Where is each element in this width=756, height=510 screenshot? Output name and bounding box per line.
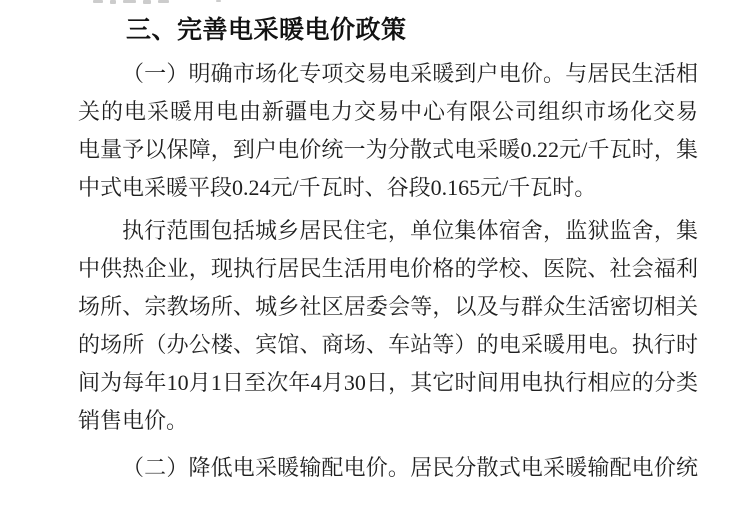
text-line: 的场所（办公楼、宾馆、商场、车站等）的电采暖用电。执行时: [78, 332, 698, 357]
text-line: 中供热企业，现执行居民生活用电价格的学校、医院、社会福利: [78, 256, 698, 281]
paragraph: [78, 449, 698, 487]
cut-off-text-fragment: [93, 0, 221, 5]
paragraph: [78, 55, 698, 207]
document-body: [78, 55, 698, 487]
text-line: （一）明确市场化专项交易电采暖到户电价。与居民生活相: [122, 61, 698, 86]
text-line: 间为每年10月1日至次年4月30日，其它时间用电执行相应的分类: [78, 370, 698, 395]
text-line: 关的电采暖用电由新疆电力交易中心有限公司组织市场化交易: [78, 99, 698, 124]
text-line: 销售电价。: [78, 408, 189, 433]
section-heading: 三、完善电采暖电价政策: [126, 16, 407, 44]
text-line: 执行范围包括城乡居民住宅，单位集体宿舍，监狱监舍，集: [122, 218, 698, 243]
paragraph: [78, 212, 698, 440]
text-line: 中式电采暖平段0.24元/千瓦时、谷段0.165元/千瓦时。: [78, 175, 597, 200]
text-line: 电量予以保障，到户电价统一为分散式电采暖0.22元/千瓦时，集: [78, 137, 698, 162]
text-line: （二）降低电采暖输配电价。居民分散式电采暖输配电价统: [122, 455, 698, 480]
text-line: 场所、宗教场所、城乡社区居委会等，以及与群众生活密切相关: [78, 294, 698, 319]
